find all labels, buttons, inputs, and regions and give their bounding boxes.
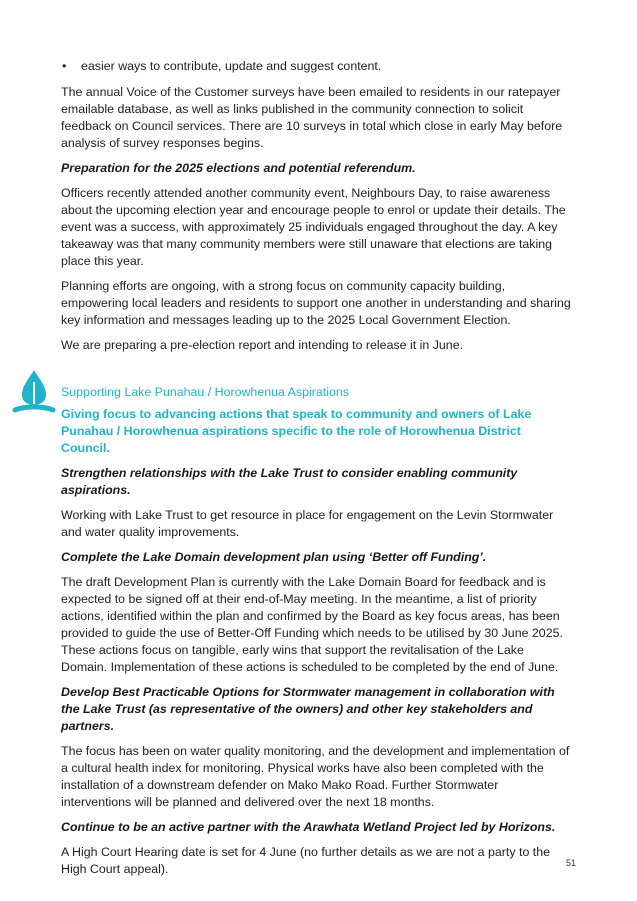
domain-heading: Complete the Lake Domain development plan using ‘Better off Funding’. bbox=[61, 550, 487, 564]
page-number: 51 bbox=[565, 858, 576, 868]
bullet-item bbox=[61, 58, 571, 75]
stormwater-paragraph: The focus has been on water quality monitoring, and the development and implementation of a cultural health index for monitoring. Physical works have also been completed with the installation of a downstream defender on Mako Mako Road. Further Stormwater interventions will be planned and delivered over the next 18 months. bbox=[61, 744, 570, 809]
arawhata-heading: Continue to be an active partner with the Arawhata Wetland Project led by Horizons. bbox=[61, 820, 556, 834]
officers-paragraph: Officers recently attended another community event, Neighbours Day, to raise awareness about the upcoming election year and encourage people to enrol or update their details. The event was a success, with approximately 25 individuals engaged throughout the day. A key takeaway was that many community members were still unaware that elections are taking place this year. bbox=[61, 186, 566, 268]
elections-heading: Preparation for the 2025 elections and potential referendum. bbox=[61, 161, 416, 175]
preelection-paragraph: We are preparing a pre-election report and intending to release it in June. bbox=[61, 338, 464, 352]
bullet-dot: • bbox=[62, 59, 67, 73]
voice-paragraph: The annual Voice of the Customer surveys have been emailed to residents in our ratepayer emailable database, as well as links published in the community connection to solicit feedback on Council services. There are 10 surveys in total which close in early May before analysis of survey responses begins. bbox=[61, 85, 563, 150]
relationships-heading: Strengthen relationships with the Lake Trust to consider enabling community aspirations. bbox=[61, 466, 518, 497]
main-content bbox=[61, 58, 571, 886]
water-drop-icon bbox=[12, 368, 56, 416]
domain-paragraph: The draft Development Plan is currently with the Lake Domain Board for feedback and is expected to be signed off at their end-of-May meeting. In the meantime, a list of priority actions, identified within the plan and confirmed by the Board as key focus areas, has been provided to guide the use of Better-Off Funding which needs to be utilised by 30 June 2025. These actions focus on tangible, early wins that support the revitalisation of the Lake Domain. Implementation of these actions is scheduled to be completed by the end of June. bbox=[61, 575, 563, 674]
bullet-text: easier ways to contribute, update and suggest content. bbox=[81, 59, 382, 73]
arawhata-paragraph: A High Court Hearing date is set for 4 June (no further details as we are not a party to the High Court appeal). bbox=[61, 845, 551, 876]
section-label: Supporting Lake Punahau / Horowhenua Aspirations bbox=[61, 385, 349, 399]
section-intro: Giving focus to advancing actions that speak to community and owners of Lake Punahau / Horowhenua aspirations specific to the role of Horowhenua District Council. bbox=[61, 407, 532, 455]
stormwater-heading: Develop Best Practicable Options for Stormwater management in collaboration with the Lake Trust (as representative of the owners) and other key stakeholders and partners. bbox=[61, 685, 555, 733]
relationships-paragraph: Working with Lake Trust to get resource in place for engagement on the Levin Stormwater and water quality improvements. bbox=[61, 508, 554, 539]
planning-paragraph: Planning efforts are ongoing, with a strong focus on community capacity building, empowering local leaders and residents to support one another in understanding and sharing key information and messages leading up to the 2025 Local Government Election. bbox=[61, 279, 571, 327]
